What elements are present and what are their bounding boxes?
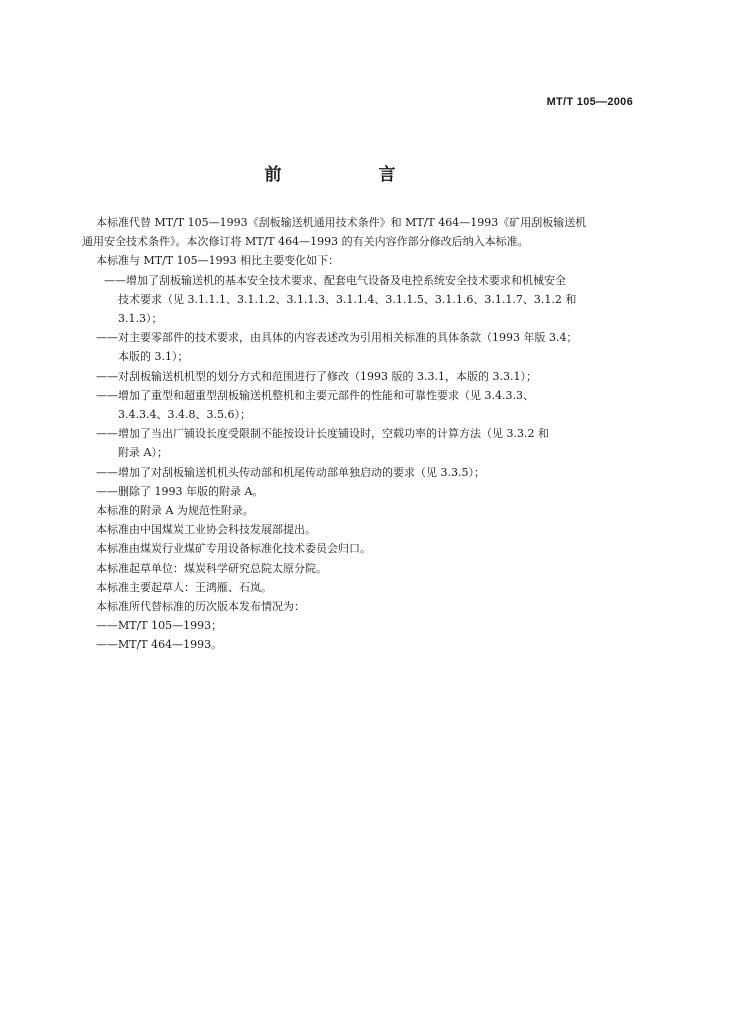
text-line: 本标准所代替标准的历次版本发布情况为：: [96, 600, 305, 614]
document-body: [82, 213, 636, 655]
text-line: 技术要求（见 3.1.1.1、3.1.1.2、3.1.1.3、3.1.1.4、3.1.1.5、3.1.1.6、3.1.1.7、3.1.2 和: [118, 292, 577, 306]
text-line: 本标准起草单位：煤炭科学研究总院太原分院。: [96, 561, 327, 575]
text-line: 本标准由中国煤炭工业协会科技发展部提出。: [96, 523, 316, 537]
list-item: ——MT/T 464—1993。: [96, 638, 223, 652]
list-item: ——删除了 1993 年版的附录 A。: [96, 484, 264, 498]
text-line: 本标准主要起草人：王鸿雁、石岚。: [96, 580, 272, 594]
text-line: 通用安全技术条件》。本次修订将 MT/T 464—1993 的有关内容作部分修改后纳入本标准。: [82, 235, 529, 249]
standard-number: MT/T 105—2006: [546, 96, 633, 108]
text-line: 本标准代替 MT/T 105—1993《刮板输送机通用技术条件》和 MT/T 464—1993《矿用刮板输送机: [96, 216, 587, 229]
list-item: ——MT/T 105—1993；: [96, 619, 223, 633]
list-item: ——增加了当出厂铺设长度受限制不能按设计长度铺设时，空载功率的计算方法（见 3.3.2 和: [96, 427, 549, 441]
list-item: ——增加了重型和超重型刮板输送机整机和主要元部件的性能和可靠性要求（见 3.4.3.3、: [96, 388, 534, 402]
text-line: 本标准由煤炭行业煤矿专用设备标准化技术委员会归口。: [96, 542, 371, 556]
list-item: ——增加了对刮板输送机机头传动部和机尾传动部单独启动的要求（见 3.3.5）；: [96, 465, 485, 479]
text-line: 本标准与 MT/T 105—1993 相比主要变化如下：: [96, 254, 340, 268]
list-item: ——增加了刮板输送机的基本安全技术要求、配套电气设备及电控系统安全技术要求和机械安全: [104, 273, 566, 287]
text-line: 附录 A）；: [118, 446, 168, 460]
list-item: ——对主要零部件的技术要求，由具体的内容表述改为引用相关标准的具体条款（1993 年版 3.4；: [96, 331, 578, 345]
text-line: 本标准的附录 A 为规范性附录。: [96, 504, 254, 518]
text-line: 3.4.3.4、3.4.8、3.5.6）；: [118, 408, 251, 422]
list-item: ——对刮板输送机机型的划分方式和范围进行了修改（1993 版的 3.3.1，本版的 3.3.1）；: [96, 369, 537, 383]
page-title: 前 言: [264, 165, 436, 185]
text-line: 本版的 3.1）；: [118, 350, 189, 364]
text-line: 3.1.3）；: [118, 312, 163, 326]
